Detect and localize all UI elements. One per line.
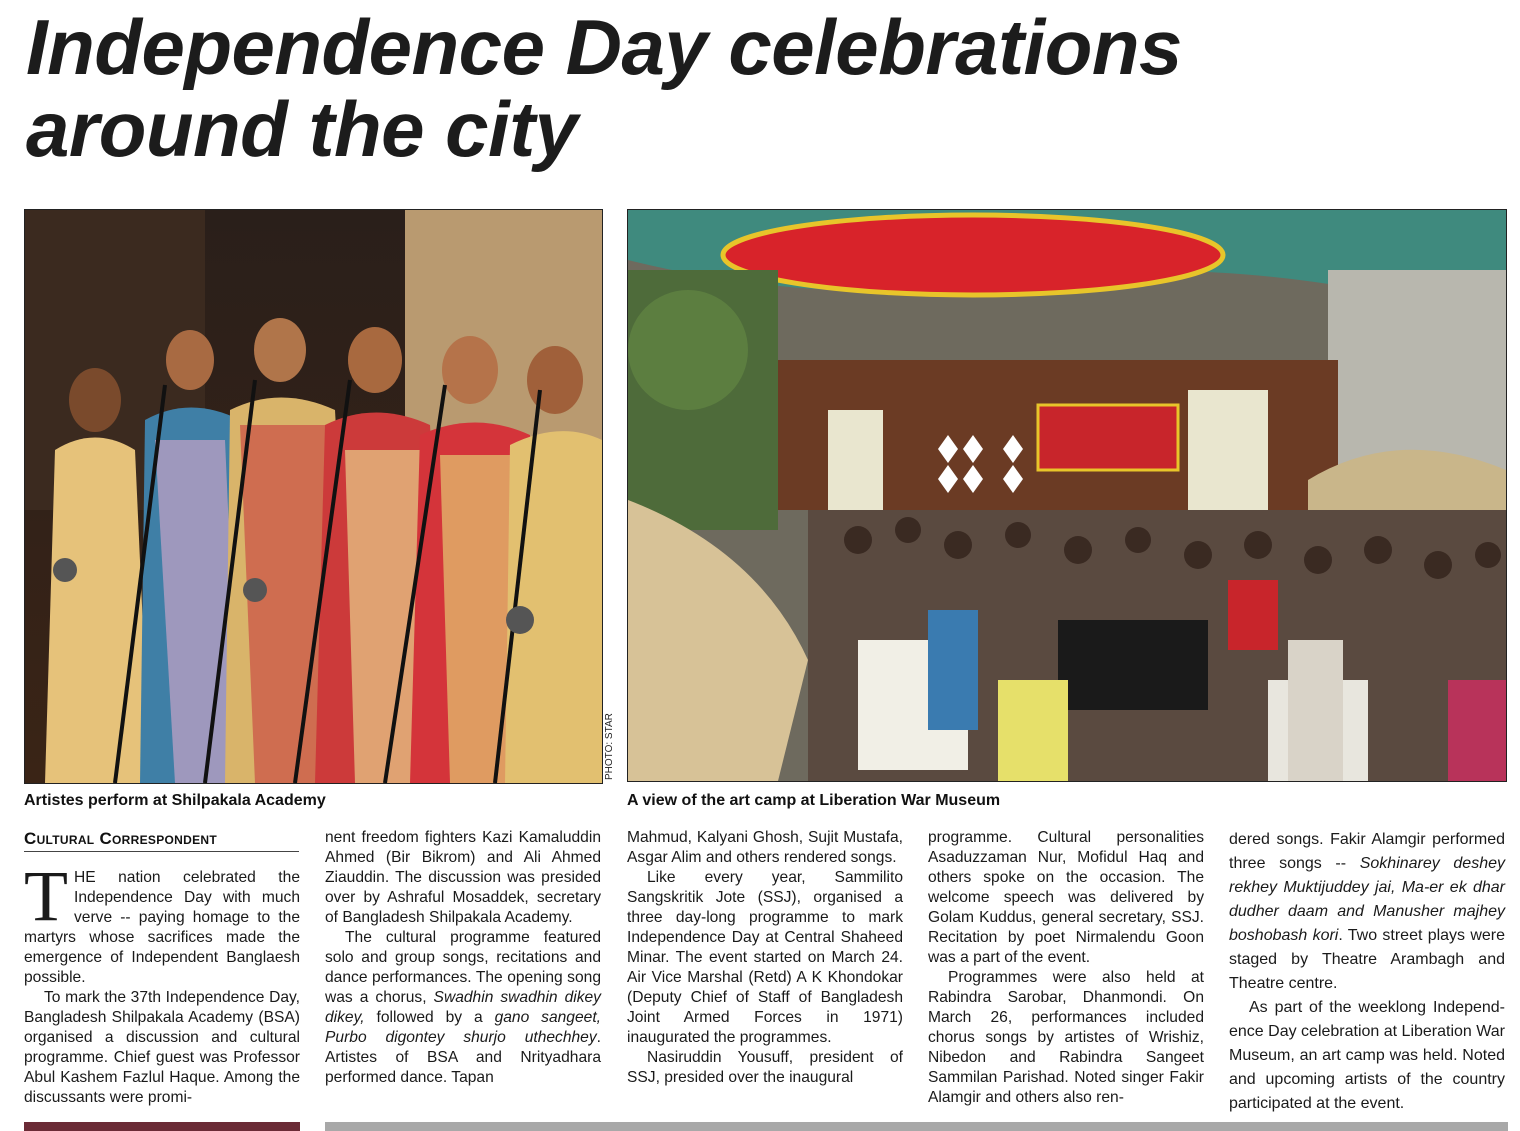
article-paragraph: Mahmud, Kalyani Ghosh, Sujit Mustafa, Asgar Alim and others rendered songs. — [627, 829, 903, 866]
article-paragraph: The cultural programme featured solo and group songs, recitations and dance performances. The opening song was a chorus, Swadhin swadhin dikey dikey, followed by a gano sangeet, Purbo digontey shurjo uthechhey. Artistes of BSA and Nrityadhara performed dance. Tapan — [325, 929, 601, 1086]
caption-left: Artistes perform at Shilpakala Academy — [24, 792, 326, 809]
article-column-1 — [24, 856, 300, 1108]
article-paragraph: THE nation celebrated the Independence Day with much verve -- paying homage to the martyrs whose sacrifices made the emergence of Independent Banglaesh possible. — [24, 856, 300, 986]
caption-right: A view of the art camp at Liberation War Museum — [627, 792, 1001, 809]
article-paragraph: dered songs. Fakir Alamgir performed three songs -- Sokhinarey deshey rekhey Muktijuddey jai, Ma-er ek dhar dudher daam and Manusher majhey boshobash kori. Two street plays were staged by Theatre Arambagh and Theatre centre. — [1229, 831, 1506, 992]
article-column-2 — [325, 828, 601, 1088]
drop-cap: T — [24, 856, 68, 936]
headline-line-1: Independence Day celebrations — [26, 3, 1182, 91]
article-paragraph: As part of the weeklong Independence Day celebration at Liberation War Museum, an art camp was held. Noted and upcoming artists of the country participated at the event. — [1229, 999, 1505, 1112]
article-paragraph: nent freedom fighters Kazi Kamaluddin Ahmed (Bir Bikrom) and Ali Ahmed Ziauddin. The discussion was presided over by Ashraful Mosaddek, secretary of Bangladesh Shilpakala Academy. — [325, 829, 601, 926]
article-column-5 — [1229, 828, 1505, 1116]
footer-rule-right — [325, 1122, 1508, 1131]
photo-art-camp — [627, 209, 1507, 782]
article-paragraph: programme. Cultural personalities Asaduzzaman Nur, Mofidul Haq and others spoke on the occasion. The welcome speech was delivered by Golam Kuddus, general secretary, SSJ. Recitation by poet Nirmalendu Goon was a part of the event. — [928, 829, 1204, 966]
article-paragraph: To mark the 37th Independence Day, Bangladesh Shilpakala Academy (BSA) organised a discussion and cultural programme. Chief guest was Professor Abul Kashem Fazlul Haque. Among the discussants were promi- — [24, 989, 300, 1106]
byline: Cultural Correspondent — [24, 829, 299, 852]
headline-line-2: around the city — [26, 85, 578, 173]
article-paragraph: Programmes were also held at Rabindra Sarobar, Dhanmondi. On March 26, performances included chorus songs by artistes of Wrishiz, Nibedon and Rabindra Sangeet Sammilan Parishad. Noted singer Fakir Alamgir and others also ren- — [928, 969, 1204, 1106]
article-column-4 — [928, 828, 1204, 1108]
footer-rule-left — [24, 1122, 300, 1131]
headline — [26, 3, 1182, 173]
photo-singers — [24, 209, 603, 784]
photo-credit: PHOTO: STAR — [604, 713, 615, 780]
article-paragraph: Like every year, Sammilito Sangskritik Jote (SSJ), organised a three day-long programme to mark Independence Day at Central Shaheed Minar. The event started on March 24. Air Vice Marshal (Retd) A K Khondokar (Deputy Chief of Staff of Bangladesh Joint Armed Forces in 1971) inaugurated the programmes. — [627, 869, 903, 1046]
article-paragraph: Nasiruddin Yousuff, president of SSJ, presided over the inaugural — [627, 1049, 903, 1086]
article-column-3 — [627, 828, 903, 1088]
